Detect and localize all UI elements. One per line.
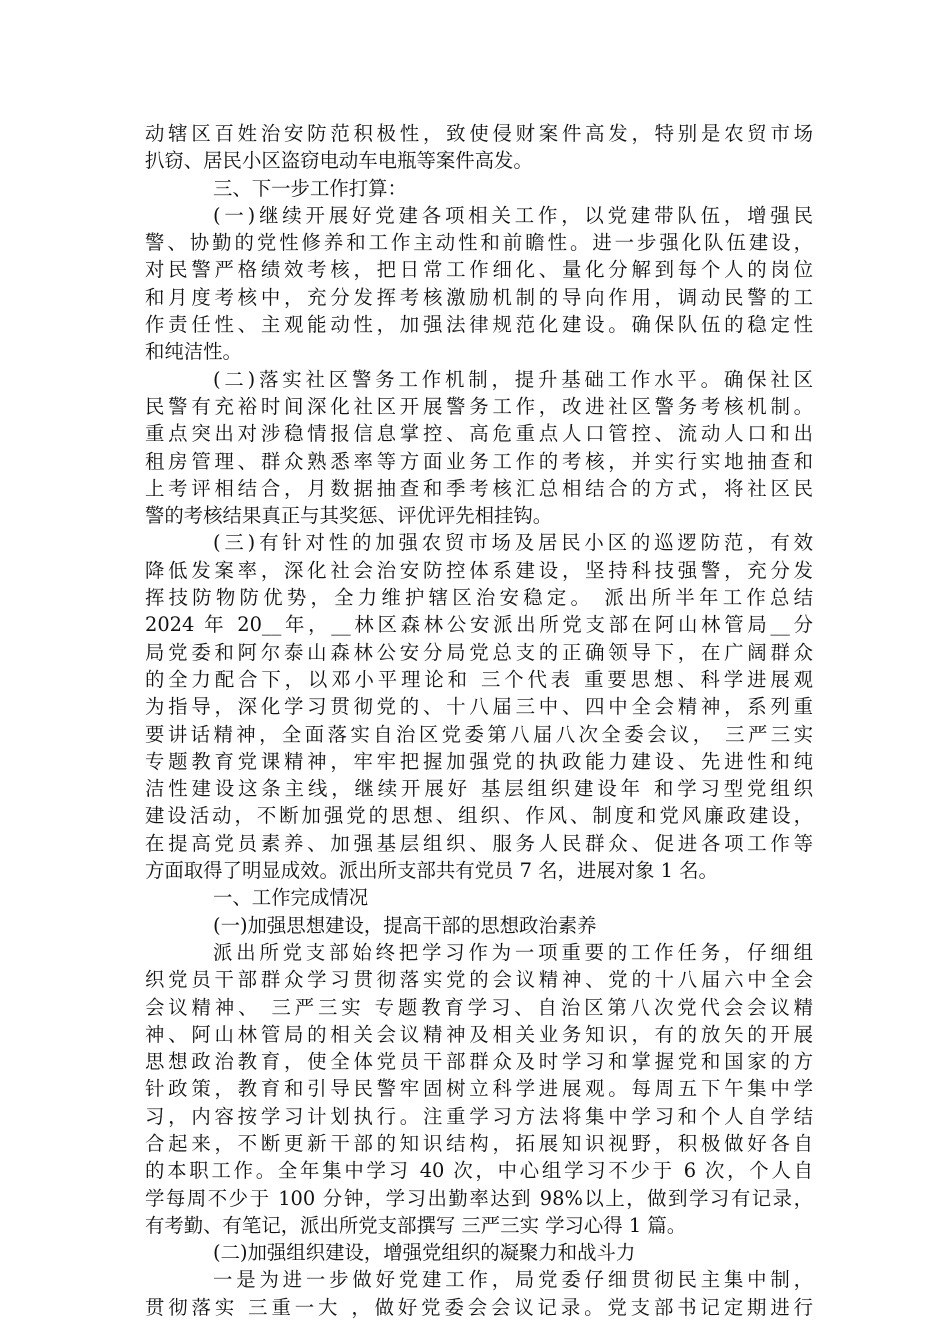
document-body	[145, 120, 813, 1321]
text-line: 扒窃、居民小区盗窃电动车电瓶等案件高发。	[145, 149, 533, 173]
text-line: 洁性建设这条主线，继续开展好 基层组织建设年 和学习型党组织	[145, 777, 813, 801]
section-heading: 三、下一步工作打算：	[213, 176, 407, 200]
section-heading: 一、工作完成情况	[213, 886, 369, 910]
text-line: 动辖区百姓治安防范积极性，致使侵财案件高发，特别是农贸市场	[145, 122, 813, 145]
text-line: 贯彻落实 三重一大 ，做好党委会会议记录。党支部书记定期进行	[145, 1295, 813, 1319]
text-line: 重点突出对涉稳情报信息掌控、高危重点人口管控、流动人口和出	[145, 422, 813, 446]
text-line: 一是为进一步做好党建工作，局党委仔细贯彻民主集中制，	[213, 1268, 813, 1292]
text-line: 有考勤、有笔记，派出所党支部撰写 三严三实 学习心得 1 篇。	[145, 1213, 687, 1237]
text-line: 学每周不少于 100 分钟，学习出勤率达到 98%以上，做到学习有记录，	[145, 1186, 813, 1210]
text-line: 租房管理、群众熟悉率等方面业务工作的考核，并实行实地抽查和	[145, 449, 813, 473]
text-line: 的全力配合下，以邓小平理论和 三个代表 重要思想、科学进展观	[145, 667, 813, 691]
text-line: 和月度考核中，充分发挥考核激励机制的导向作用，调动民警的工	[145, 285, 813, 309]
text-line: 合起来，不断更新干部的知识结构，拓展知识视野，积极做好各自	[145, 1131, 813, 1155]
text-line: 警的考核结果真正与其奖惩、评优评先相挂钩。	[145, 504, 553, 528]
text-line: 神、阿山林管局的相关会议精神及相关业务知识，有的放矢的开展	[145, 1022, 813, 1046]
text-line: 建设活动，不断加强党的思想、组织、作风、制度和党风廉政建设，	[145, 804, 813, 828]
text-line: 习，内容按学习计划执行。注重学习方法将集中学习和个人自学结	[145, 1104, 813, 1128]
text-line: 民警有充裕时间深化社区开展警务工作，改进社区警务考核机制。	[145, 394, 813, 418]
text-line: (二)落实社区警务工作机制，提升基础工作水平。确保社区	[213, 367, 813, 391]
text-line: 针政策，教育和引导民警牢固树立科学进展观。每周五下午集中学	[145, 1077, 813, 1101]
text-line: 方面取得了明显成效。派出所支部共有党员 7 名，进展对象 1 名。	[145, 859, 718, 883]
text-line: 要讲话精神，全面落实自治区党委第八届八次全委会议， 三严三实	[145, 722, 813, 746]
text-line: 思想政治教育，使全体党员干部群众及时学习和掌握党和国家的方	[145, 1050, 813, 1074]
text-line: 挥技防物防优势，全力维护辖区治安稳定。 派出所半年工作总结	[145, 586, 813, 610]
text-line: 织党员干部群众学习贯彻落实党的会议精神、党的十八届六中全会	[145, 968, 813, 992]
text-line: 2024 年 20__年，__林区森林公安派出所党支部在阿山林管局__分	[145, 613, 813, 637]
text-line: (一)继续开展好党建各项相关工作，以党建带队伍，增强民	[213, 203, 813, 227]
text-line: (三)有针对性的加强农贸市场及居民小区的巡逻防范，有效	[213, 531, 813, 555]
text-line: 专题教育党课精神，牢牢把握加强党的执政能力建设、先进性和纯	[145, 749, 813, 773]
text-line: 警、协勤的党性修养和工作主动性和前瞻性。进一步强化队伍建设，	[145, 231, 813, 255]
text-line: 派出所党支部始终把学习作为一项重要的工作任务，仔细组	[213, 940, 813, 964]
subsection-heading: (二)加强组织建设，增强党组织的凝聚力和战斗力	[213, 1241, 636, 1265]
text-line: 和纯洁性。	[145, 340, 242, 364]
text-line: 对民警严格绩效考核，把日常工作细化、量化分解到每个人的岗位	[145, 258, 813, 282]
text-line: 作责任性、主观能动性，加强法律规范化建设。确保队伍的稳定性	[145, 313, 813, 337]
text-line: 上考评相结合，月数据抽查和季考核汇总相结合的方式，将社区民	[145, 476, 813, 500]
text-line: 降低发案率，深化社会治安防控体系建设，坚持科技强警，充分发	[145, 558, 813, 582]
text-line: 会议精神、 三严三实 专题教育学习、自治区第八次党代会会议精	[145, 995, 813, 1019]
subsection-heading: (一)加强思想建设，提高干部的思想政治素养	[213, 913, 597, 937]
text-line: 的本职工作。全年集中学习 40 次，中心组学习不少于 6 次，个人自	[145, 1159, 813, 1183]
text-line: 在提高党员素养、加强基层组织、服务人民群众、促进各项工作等	[145, 831, 813, 855]
text-line: 局党委和阿尔泰山森林公安分局党总支的正确领导下，在广阔群众	[145, 640, 813, 664]
text-line: 为指导，深化学习贯彻党的、十八届三中、四中全会精神，系列重	[145, 695, 813, 719]
